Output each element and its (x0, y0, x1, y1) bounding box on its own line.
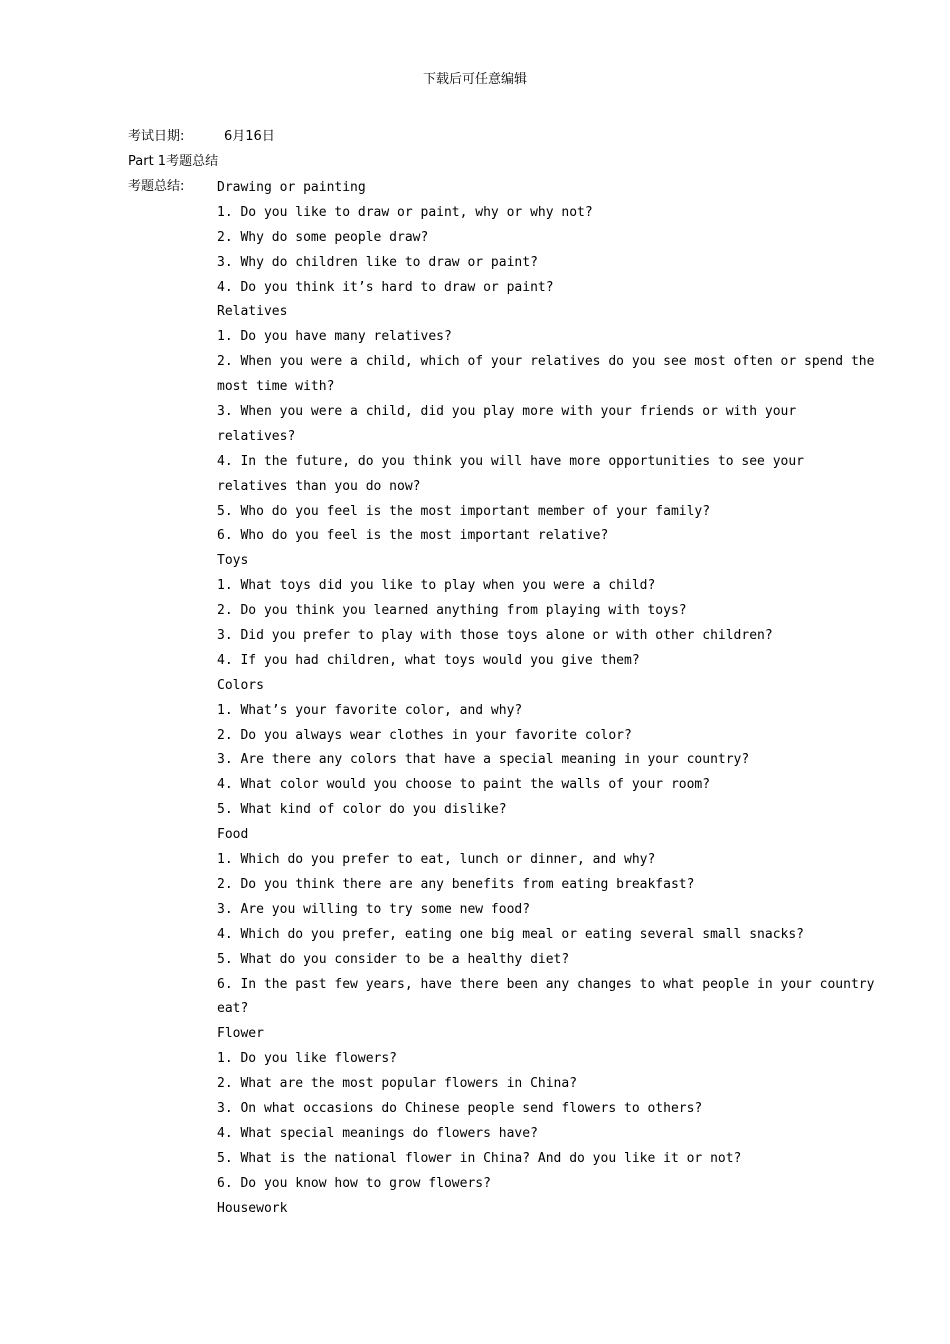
question-line: 2. What are the most popular flowers in China? (217, 1076, 578, 1092)
question-line: 1. Do you like to draw or paint, why or why not? (217, 204, 593, 220)
question-line: 4. What special meanings do flowers have? (217, 1125, 538, 1141)
question-line: relatives than you do now? (217, 478, 421, 494)
question-line: 4. If you had children, what toys would you give them? (217, 652, 640, 668)
question-line: 3. Are there any colors that have a special meaning in your country? (217, 752, 750, 768)
question-line: 2. When you were a child, which of your relatives do you see most often or spend the (217, 354, 875, 370)
summary-label: 考题总结: (128, 179, 185, 194)
question-line: 5. What kind of color do you dislike? (217, 802, 507, 818)
question-line: 1. Which do you prefer to eat, lunch or dinner, and why? (217, 852, 656, 868)
question-line: 1. Do you like flowers? (217, 1051, 398, 1067)
question-line: most time with? (217, 379, 335, 395)
exam-date-label: 考试日期: (128, 129, 185, 144)
question-line: 1. Do you have many relatives? (217, 329, 452, 345)
question-line: 6. In the past few years, have there been any changes to what people in your country (217, 976, 875, 992)
question-line: eat? (217, 1001, 249, 1017)
question-line: 5. Who do you feel is the most important member of your family? (217, 503, 711, 519)
question-line: Flower (217, 1026, 264, 1042)
page-header: 下载后可任意编辑 (422, 72, 527, 87)
exam-date-value: 6月16日 (224, 129, 275, 144)
question-list (217, 179, 875, 1224)
question-line: 4. What color would you choose to paint the walls of your room? (217, 777, 711, 793)
question-line: 1. What’s your favorite color, and why? (217, 702, 523, 718)
question-line: 3. On what occasions do Chinese people send flowers to others? (217, 1100, 703, 1116)
question-line: Housework (217, 1200, 288, 1216)
question-line: 4. Do you think it’s hard to draw or paint? (217, 279, 554, 295)
question-line: 4. In the future, do you think you will have more opportunities to see your (217, 453, 804, 469)
question-line: 5. What is the national flower in China? And do you like it or not? (217, 1150, 742, 1166)
question-line: 2. Do you think you learned anything from playing with toys? (217, 603, 687, 619)
question-line: 3. Why do children like to draw or paint? (217, 254, 538, 270)
question-line: 3. Are you willing to try some new food? (217, 901, 531, 917)
question-line: 3. When you were a child, did you play more with your friends or with your (217, 404, 797, 420)
question-line: 2. Do you think there are any benefits from eating breakfast? (217, 876, 695, 892)
question-line: relatives? (217, 428, 296, 444)
question-line: 6. Do you know how to grow flowers? (217, 1175, 491, 1191)
question-line: 2. Why do some people draw? (217, 229, 429, 245)
question-line: 5. What do you consider to be a healthy diet? (217, 951, 570, 967)
question-line: 1. What toys did you like to play when you were a child? (217, 578, 656, 594)
part-title: Part 1考题总结 (128, 154, 219, 169)
question-line: Toys (217, 553, 249, 569)
question-line: 6. Who do you feel is the most important relative? (217, 528, 609, 544)
question-line: Relatives (217, 304, 288, 320)
question-line: 2. Do you always wear clothes in your favorite color? (217, 727, 632, 743)
question-line: Drawing or painting (217, 180, 366, 195)
question-line: 3. Did you prefer to play with those toys alone or with other children? (217, 628, 773, 644)
question-line: 4. Which do you prefer, eating one big meal or eating several small snacks? (217, 926, 804, 942)
question-line: Colors (217, 677, 264, 693)
question-line: Food (217, 827, 249, 843)
